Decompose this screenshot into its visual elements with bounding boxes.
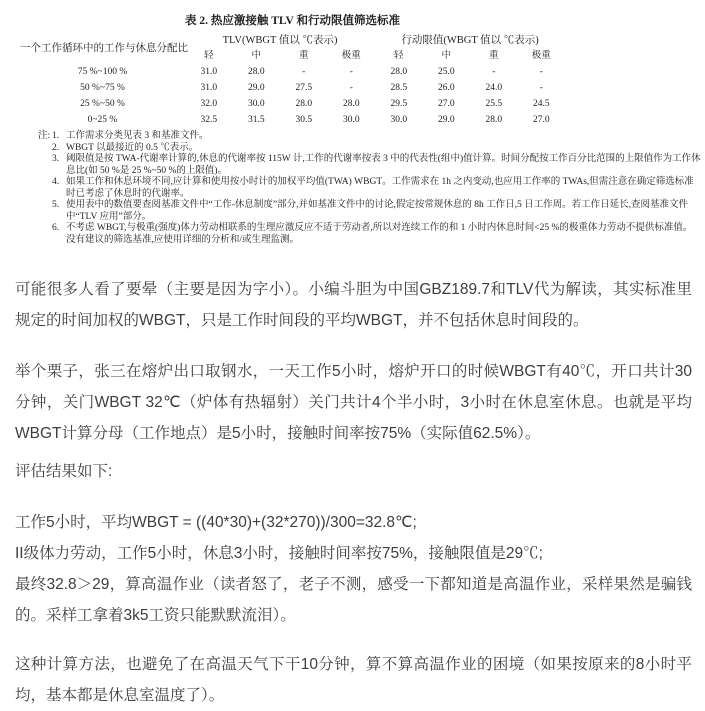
table-cell: - bbox=[349, 67, 353, 77]
paragraph: 举个栗子，张三在熔炉出口取钢水，一天工作5小时，熔炉开口的时候WBGT有40℃，开口共计30分钟，关门WBGT 32℃（炉体有热辐射）关门共计4个半小时，3小时在休息室休息。也就是平均WBGT计算分母（工作地点）是5小时，接触时间率按75%（实际值62.5%）。 bbox=[15, 363, 692, 442]
table-cell: - bbox=[492, 67, 496, 77]
paragraph: 工作5小时，平均WBGT = ((40*30)+(32*270))/300=32.8℃; bbox=[15, 514, 417, 531]
table-cell: 31.0 bbox=[200, 83, 218, 93]
row-label: 50 %~75 % bbox=[80, 83, 125, 93]
subheader-cell: 轻 bbox=[203, 51, 214, 61]
paragraph: 评估结果如下: bbox=[15, 463, 113, 480]
table-cell: - bbox=[349, 83, 353, 93]
table-row bbox=[20, 64, 565, 80]
table-cell: - bbox=[302, 67, 306, 77]
table-cell: 27.5 bbox=[295, 83, 313, 93]
table-cell: - bbox=[539, 67, 543, 77]
row-label: 25 %~50 % bbox=[80, 99, 125, 109]
subheader-cell: 轻 bbox=[394, 51, 404, 61]
paragraph: 这种计算方法，也避免了在高温天气下干10分钟，算不算高温作业的困境（如果按原来的8小时平均，基本都是休息室温度了）。 bbox=[15, 656, 692, 704]
table-cell: 24.0 bbox=[485, 83, 503, 93]
notes-prefix: 注: bbox=[38, 131, 51, 141]
stub-header: 一个工作循环中的工作与休息分配比 bbox=[20, 42, 188, 54]
table-cell: 26.0 bbox=[437, 83, 455, 93]
table-cell: 25.0 bbox=[437, 67, 455, 77]
note-text: 如果工作和休息环境不同,应计算和使用按小时计的加权平均值(TWA) WBGT。工作需求在 1h 之内变动,也应用工作率的 TWAs,但需注意在确定筛选标准时已考虑了休息时的代谢率。 bbox=[66, 177, 694, 199]
table-cell: 28.0 bbox=[390, 67, 408, 77]
paragraph: 最终32.8＞29，算高温作业（读者怒了，老子不测，感受一下都知道是高温作业，采样果然是骗钱的。采样工拿着3k5工资只能默默流泪）。 bbox=[15, 576, 692, 624]
note-item bbox=[52, 177, 701, 200]
table-cell: 30.0 bbox=[342, 115, 360, 125]
paragraph: 可能很多人看了要晕（主要是因为字小）。小编斗胆为中国GBZ189.7和TLV代为解读，其实标准里规定的时间加权的WBGT，只是工作时间段的平均WBGT，并不包括休息时间段的。 bbox=[15, 281, 692, 329]
table-group-header-row bbox=[20, 33, 565, 48]
subheader-cell: 中 bbox=[441, 51, 452, 61]
note-item bbox=[52, 200, 701, 223]
group-header-action-limit: 行动限值(WBGT 值以 ℃表示) bbox=[401, 35, 539, 46]
row-label: 0~25 % bbox=[87, 115, 118, 125]
note-number: 1. bbox=[52, 131, 60, 141]
note-number: 3. bbox=[52, 154, 60, 164]
table-cell: 28.0 bbox=[247, 67, 265, 77]
table-cell: 29.0 bbox=[247, 83, 265, 93]
subheader-cell: 重 bbox=[489, 51, 499, 61]
table-cell: 25.5 bbox=[485, 99, 503, 109]
note-text: 不考虑 WBGT,与极重(强度)体力劳动相联系的生理应激反应不适于劳动者,所以对连续工作的和 1 小时内休息时间<25 %的极重体力劳动不提供标准值。没有建议的筛选基准,应使用详细的分析和/或生理监测。 bbox=[66, 223, 693, 245]
note-text: 使用表中的数值要查阅基准文件中“工作-休息制度”部分,并如基准文件中的讨论,假定按常规休息的 8h 工作日,5 日工作周。若工作日延长,查阅基准文件中“TLV 应用”部分。 bbox=[66, 200, 688, 222]
subheader-cell: 重 bbox=[298, 51, 309, 61]
note-number: 2. bbox=[52, 142, 60, 153]
table-cell: 32.0 bbox=[200, 99, 218, 109]
table-cell: 29.0 bbox=[437, 115, 455, 125]
notes-list bbox=[52, 131, 701, 246]
note-text: 阈限值是按 TWA-代谢率计算的,休息的代谢率按 115W 计,工作的代谢率按表 3 中的代表性(组中)值计算。时间分配按工作百分比范围的上限值作为工作休息比(如 50 %是 25 %~50 %的上限值)。 bbox=[66, 154, 701, 176]
table-notes bbox=[20, 128, 705, 246]
table-row bbox=[20, 80, 565, 96]
table-cell: 28.0 bbox=[485, 115, 503, 125]
note-number: 6. bbox=[52, 223, 60, 233]
table-cell: 31.0 bbox=[200, 67, 218, 77]
tlv-table-section bbox=[0, 0, 705, 246]
table-cell: 30.0 bbox=[247, 99, 265, 109]
row-label: 75 %~100 % bbox=[77, 67, 128, 77]
table-cell: 32.5 bbox=[200, 115, 218, 125]
article-body bbox=[0, 246, 705, 711]
note-item bbox=[52, 154, 701, 177]
table-cell: 28.0 bbox=[342, 99, 360, 109]
note-number: 5. bbox=[52, 200, 60, 210]
table-cell: 24.5 bbox=[533, 99, 550, 109]
note-text: 工作需求分类见表 3 和基准文件。 bbox=[66, 131, 209, 141]
table-cell: 29.5 bbox=[390, 99, 408, 109]
table-title: 表 2. 热应激接触 TLV 和行动限值筛选标准 bbox=[184, 15, 400, 27]
note-item bbox=[52, 143, 701, 155]
tlv-table bbox=[20, 33, 565, 128]
table-row bbox=[20, 96, 565, 112]
group-header-tlv: TLV(WBGT 值以 ℃表示) bbox=[222, 35, 338, 46]
table-cell: 27.0 bbox=[533, 115, 550, 125]
table-cell: 28.5 bbox=[390, 83, 408, 93]
table-cell: - bbox=[539, 83, 543, 93]
note-text: WBGT 以最接近的 0.5 ℃表示。 bbox=[66, 142, 199, 153]
table-cell: 30.0 bbox=[390, 115, 408, 125]
table-cell: 31.5 bbox=[247, 115, 265, 125]
subheader-cell: 极重 bbox=[531, 51, 551, 61]
subheader-cell: 中 bbox=[251, 51, 261, 61]
paragraph: II级体力劳动，工作5小时，休息3小时，接触时间率按75%，接触限值是29℃; bbox=[15, 545, 543, 562]
table-cell: 28.0 bbox=[295, 99, 313, 109]
table-row bbox=[20, 112, 565, 128]
table-cell: 27.0 bbox=[437, 99, 455, 109]
note-item bbox=[52, 223, 701, 246]
table-cell: 30.5 bbox=[295, 115, 313, 125]
note-number: 4. bbox=[52, 177, 60, 187]
note-item bbox=[52, 131, 701, 143]
subheader-cell: 极重 bbox=[341, 51, 361, 61]
